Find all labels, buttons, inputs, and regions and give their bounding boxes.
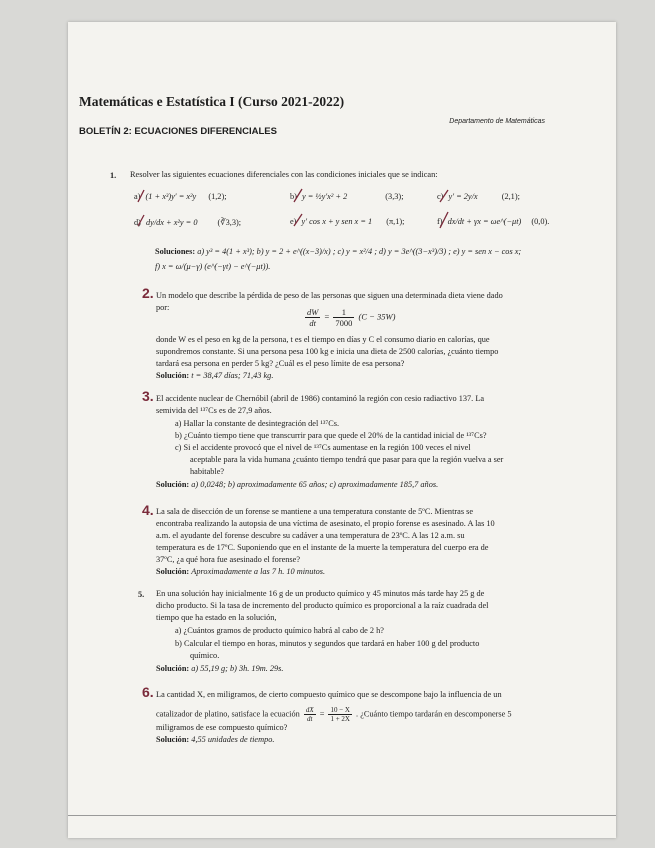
exercise-3-item-c-2: aceptable para la vida humana ¿cuánto tiempo tendrá que pasar para que la región vuelva a ser [190,455,504,464]
solution-label: Solución: [156,480,190,489]
solutions-line-2: f) x = ω/(μ−γ) (e^(−γt) − e^(−μt)). [155,262,271,271]
eq-7000: 7000 [335,318,353,328]
strike-c [440,190,448,202]
exercise-5-item-b-2: químico. [190,651,220,660]
exercise-4-line-5: 37ºC, ¿a qué hora fue asesinado el forense? [156,555,301,564]
frac1-num: dX [305,706,314,714]
exercise-3-solution [156,479,438,491]
item-d-equation: dy/dx + x²y = 0 [146,218,198,227]
exercise-6-solution [156,734,274,746]
solution-text: a) 0,0248; b) aproximadamente 65 años; c) aproximadamente 185,7 años. [191,480,439,489]
exercise-6-line-1: La cantidad X, en miligramos, de cierto compuesto químico que se descompone bajo la influencia de un [156,690,502,699]
exercise-1-statement: Resolver las siguientes ecuaciones diferenciales con las condiciones iniciales que se indican: [130,170,438,179]
eq-num: dW [307,307,319,317]
item-c-label: c) [437,192,444,201]
exercise-2-equation: $\frac{dW}{dt}$ = $\frac{1}{7000}$ (C − 35W) [307,307,396,328]
exercise-3-line-1: El accidente nuclear de Chernóbil (abril de 1986) contaminó la región con cesio radiactivo 137. La [156,394,485,403]
eq-den: dt [309,318,316,328]
handwritten-strikes [126,184,655,234]
frac2-num: 10 − X [330,706,350,714]
item-d-label: d) [134,218,141,227]
item-f-condition: (0,0). [531,217,550,226]
item-e-condition: (π,1); [386,217,405,226]
exercise-6-line-3: miligramos de ese compuesto químico? [156,723,288,732]
exercise-3-number: 3. [142,388,154,404]
exercise-6-line-2: catalizador de platino, satisface la ecuación $\frac{dX}{dt}$ = $\frac{10 - X}{1 + 2X}$ . ¿Cuánto tiempo tardarán en descomponerse 5 [156,706,512,723]
solution-label: Solución: [156,567,190,576]
strike-a [138,190,144,202]
strike-d [138,215,144,226]
exercise-4-line-3: a.m. el ayudante del forense descubre su cadáver a una temperatura de 23ºC. A las 12 a.m. su [156,531,465,540]
exercise-3-item-a: a) Hallar la constante de desintegración del ¹³⁷Cs. [175,419,340,428]
item-b-equation: y = ½y′x² + 2 [302,192,348,201]
solutions-label: Soluciones: [155,247,196,256]
exercise-2-line-4: supondremos constante. Si una persona pesa 100 kg e inicia una dieta de 2500 calorías, ¿cuánto tiempo [156,347,499,356]
exercise-4-line-1: La sala de disección de un forense se mantiene a una temperatura constante de 5ºC. Mientras se [156,507,474,516]
exercise-4-number: 4. [142,502,154,518]
page-title: Matemáticas e Estatística I (Curso 2021-2022) [79,94,345,109]
exercise-2-line-1: Un modelo que describe la pérdida de peso de las personas que siguen una determinada dieta viene dado [156,291,503,300]
exercise-2-solution [156,370,273,382]
item-d-condition: (∛3,3); [217,218,242,227]
exercise-3-item-c-3: habitable? [190,467,225,476]
solution-text: Aproximadamente a las 7 h. 10 minutos. [191,567,326,576]
frac1-den: dt [306,715,313,723]
page-edge [68,815,616,816]
strike-e [294,214,302,226]
frac2-den: 1 + 2X [330,715,350,723]
exercise-2-number: 2. [142,285,154,301]
exercise-4-line-4: temperatura es de 17ºC. Suponiendo que en el instante de la muerte la temperatura del cuerpo era de [156,543,489,552]
exercise-3-line-2: semivida del ¹³⁷Cs es de 27,9 años. [156,406,272,415]
exercise-3-item-b: b) ¿Cuánto tiempo tiene que transcurrir para que quede el 20% de la cantidad inicial de ¹³⁷Cs? [175,431,487,440]
item-a-equation: (1 + x³)y′ = x²y [145,192,197,201]
bulletin-heading: BOLETÍN 2: ECUACIONES DIFERENCIALES [79,126,277,137]
solution-text: a) 55,19 g; b) 3h. 19m. 29s. [191,664,284,673]
eq-rhs: (C − 35W) [358,311,396,322]
exercise-5-item-a: a) ¿Cuántos gramos de producto químico habrá al cabo de 2 h? [175,626,384,635]
exercise-4-solution [156,566,325,578]
exercise-6-number: 6. [142,684,154,700]
solutions-line-1: a) y³ = 4(1 + x³); b) y = 2 + e^((x−3)/x) ; c) y = x²/4 ; d) y = 3e^((3−x³)/3) ; e) y = sen x − cos x; [197,247,522,256]
exercise-2-line-3: donde W es el peso en kg de la persona, t es el tiempo en días y C el consumo diario en calorías, que [156,335,490,344]
exercise-5-item-b-1: b) Calcular el tiempo en horas, minutos y segundos que tardará en haber 100 g del producto [175,639,480,648]
strike-b [294,189,302,202]
line-2-start: catalizador de platino, satisface la ecuación [156,709,300,719]
exercise-4-line-2: encontraba realizando la autopsia de una víctima de asesinato, el propio forense es asesinado. A las 10 [156,519,495,528]
solution-text: 4,55 unidades de tiempo. [191,735,275,744]
exercise-1-solutions [155,246,521,258]
item-a-label: a) [134,192,141,201]
solution-label: Solución: [156,735,190,744]
solution-text: t = 38,47 días; 71,43 kg. [191,371,274,380]
solution-label: Solución: [156,371,190,380]
item-c-equation: y′ = 2y/x [448,192,478,201]
exercise-2-line-5: tardará esa persona en perder 5 kg? ¿Cuál es el peso límite de esa persona? [156,359,405,368]
item-b-label: b) [290,192,297,201]
item-b-condition: (3,3); [385,192,404,201]
exercise-5-number: 5. [138,590,145,599]
item-e-label: e) [290,217,297,226]
item-c-condition: (2,1); [501,192,520,201]
department-label: Departamento de Matemáticas [449,118,545,125]
exercise-5-line-3: tiempo que ha estado en la solución, [156,613,277,622]
exercise-5-line-2: dicho producto. Si la tasa de incremento del producto químico es proporcional a la raíz cuadrada del [156,601,489,610]
exercise-1-number: 1. [110,171,117,180]
eq-one: 1 [333,307,354,318]
item-a-condition: (1,2); [208,192,227,201]
strike-f [440,212,448,228]
exercise-3-item-c-1: c) Si el accidente provocó que el nivel de ¹³⁷Cs aumentase en la región 100 veces el nivel [175,443,471,452]
exercise-5-solution [156,663,283,675]
item-f-label: f) [437,217,443,226]
item-f-equation: dx/dt + γx = ωe^(−μt) [447,217,522,226]
item-e-equation: y′ cos x + y sen x = 1 [301,217,373,226]
solution-label: Solución: [156,664,190,673]
exercise-2-line-2: por: [156,303,170,312]
line-2-end: . ¿Cuánto tiempo tardarán en descomponerse 5 [356,709,512,719]
exercise-5-line-1: En una solución hay inicialmente 16 g de un producto químico y 45 minutos más tarde hay 25 g de [156,589,485,598]
